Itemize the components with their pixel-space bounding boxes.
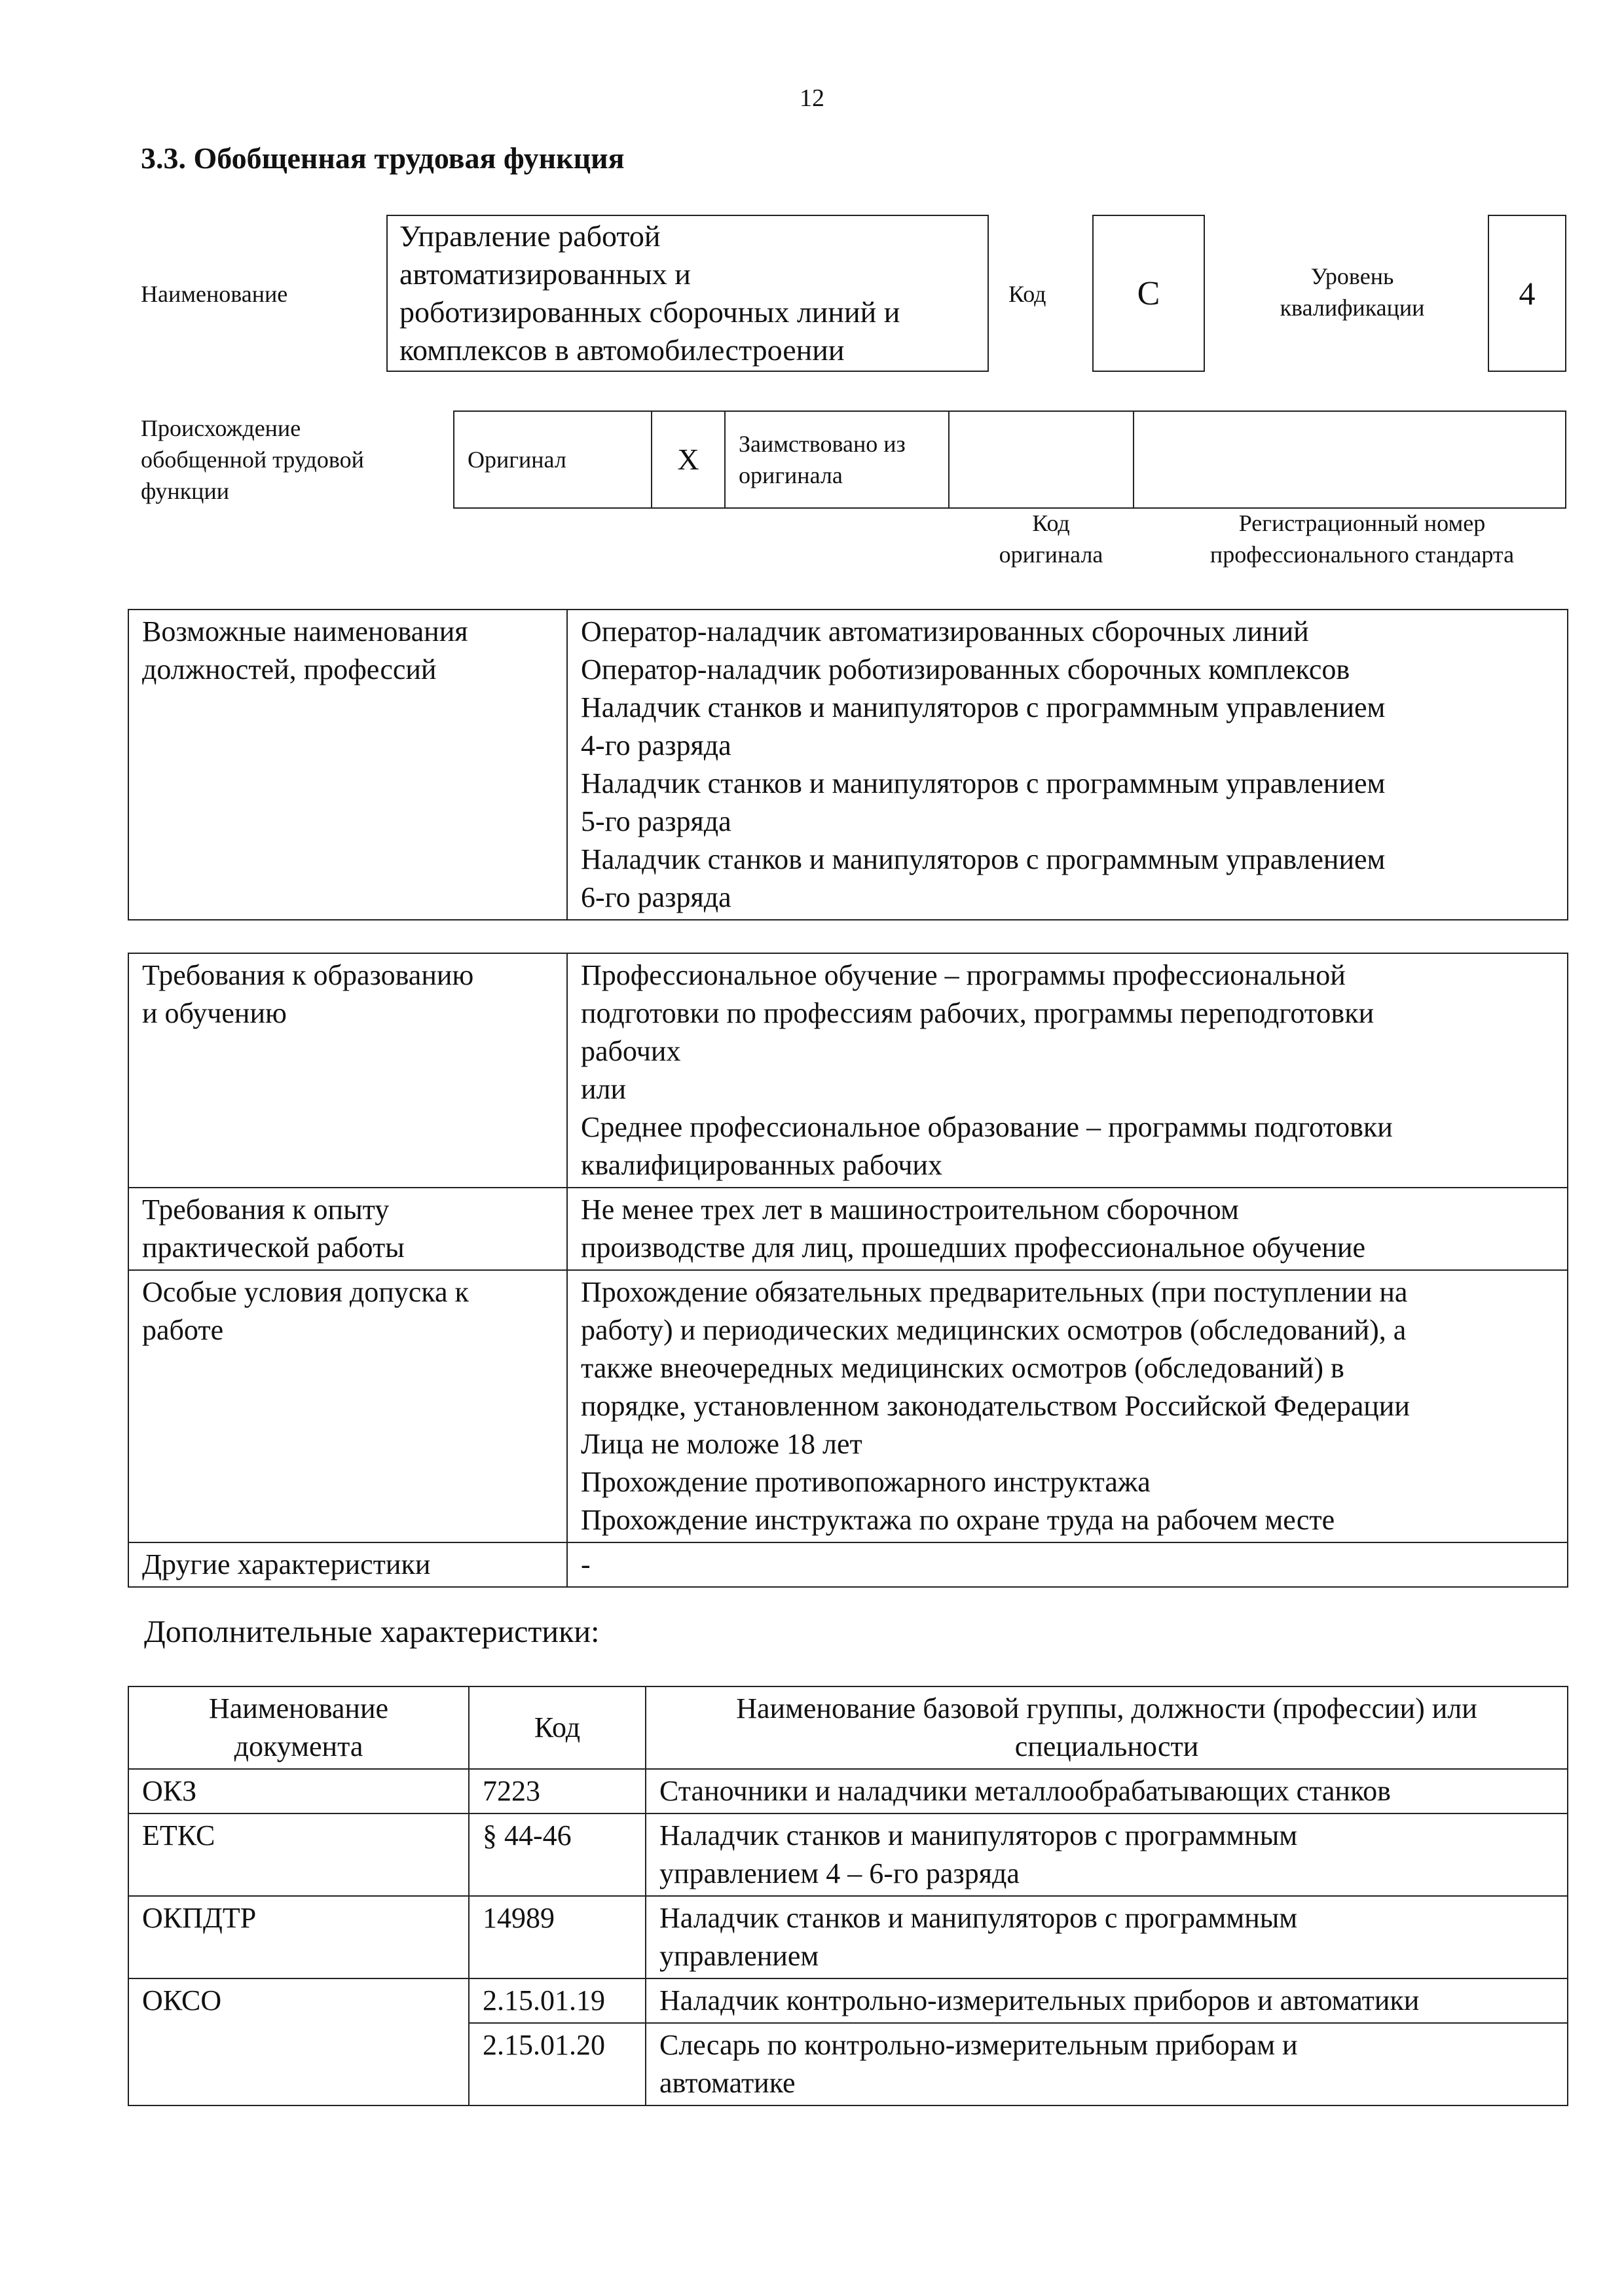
borrowed-label-line: оригинала	[739, 462, 843, 488]
section-title: 3.3. Обобщенная трудовая функция	[141, 141, 625, 175]
row-value-line: Прохождение противопожарного инструктажа	[581, 1466, 1151, 1498]
uroven-label	[1231, 261, 1473, 323]
name-cell	[646, 1769, 1568, 1813]
doc-cell	[128, 1813, 469, 1896]
uroven-value: 4	[1519, 275, 1536, 312]
row-label-line: и обучению	[142, 997, 287, 1029]
header-line: документа	[234, 1730, 363, 1762]
registration-number-cell	[1134, 411, 1566, 508]
code-value: 2.15.01.20	[483, 2029, 605, 2061]
header-name	[646, 1686, 1568, 1769]
function-name-line: комплексов в автомобилестроении	[399, 333, 845, 367]
name-line: управлением	[659, 1940, 819, 1972]
table-header-row	[128, 1686, 1568, 1769]
row-value-line: или	[581, 1073, 627, 1105]
code-original-caption	[969, 507, 1133, 570]
uroven-label-line: Уровень	[1310, 263, 1394, 289]
education-value-cell	[567, 953, 1568, 1188]
header-line: Код	[534, 1711, 581, 1743]
additional-table	[128, 1686, 1568, 2106]
name-line: Слесарь по контрольно-измерительным приборам и	[659, 2029, 1298, 2061]
header-code	[469, 1686, 646, 1769]
function-name-line: автоматизированных и	[399, 257, 691, 291]
origin-label	[141, 412, 364, 507]
code-value: 14989	[483, 1902, 555, 1934]
education-label-cell	[128, 953, 567, 1188]
doc-cell	[128, 1896, 469, 1978]
table-row	[128, 1896, 1568, 1978]
name-cell	[646, 1978, 1568, 2023]
requirements-table	[128, 953, 1568, 1588]
code-cell	[469, 1813, 646, 1896]
original-code-cell	[949, 411, 1134, 508]
row-value-line: также внеочередных медицинских осмотров (обследований) в	[581, 1352, 1344, 1384]
name-cell	[646, 2023, 1568, 2105]
row-value-line: порядке, установленном законодательством Российской Федерации	[581, 1390, 1410, 1422]
table-row	[128, 1769, 1568, 1813]
row-value-line: производстве для лиц, прошедших профессиональное обучение	[581, 1231, 1366, 1264]
admission-value-cell	[567, 1270, 1568, 1542]
caption-line: оригинала	[999, 541, 1103, 568]
name-cell	[646, 1896, 1568, 1978]
original-mark-cell	[652, 411, 725, 508]
origin-label-line: функции	[141, 478, 229, 504]
position-line: 4-го разряда	[581, 729, 731, 761]
caption-line: профессионального стандарта	[1209, 541, 1515, 568]
row-value-line: Прохождение обязательных предварительных (при поступлении на	[581, 1276, 1408, 1308]
row-value-line: рабочих	[581, 1035, 681, 1067]
uroven-value-box	[1488, 215, 1566, 372]
row-label-line: Возможные наименования	[142, 615, 468, 647]
doc-name: ОКСО	[142, 1984, 222, 2016]
naimenovanie-label: Наименование	[141, 281, 288, 307]
name-line: Наладчик станков и манипуляторов с программным	[659, 1902, 1298, 1934]
row-value-line: квалифицированных рабочих	[581, 1149, 942, 1181]
table-row	[128, 610, 1568, 920]
name-cell	[646, 1813, 1568, 1896]
row-value-line: Лица не моложе 18 лет	[581, 1428, 862, 1460]
name-line: управлением 4 – 6-го разряда	[659, 1857, 1020, 1889]
uroven-label-line: квалификации	[1280, 295, 1425, 321]
origin-label-line: Происхождение	[141, 415, 301, 441]
row-label-line: Требования к образованию	[142, 959, 474, 991]
position-line: Наладчик станков и манипуляторов с программным управлением	[581, 691, 1386, 723]
function-name-line: Управление работой	[399, 219, 661, 253]
position-line: 5-го разряда	[581, 805, 731, 837]
table-row	[128, 953, 1568, 1188]
name-line: Станочники и наладчики металлообрабатывающих станков	[659, 1775, 1391, 1807]
position-line: Оператор-наладчик автоматизированных сборочных линий	[581, 615, 1309, 647]
position-line: Оператор-наладчик роботизированных сборочных комплексов	[581, 653, 1350, 685]
positions-value-cell	[567, 610, 1568, 920]
doc-name: ЕТКС	[142, 1819, 215, 1851]
row-value-line: Прохождение инструктажа по охране труда на рабочем месте	[581, 1504, 1335, 1536]
additional-title: Дополнительные характеристики:	[144, 1614, 600, 1649]
row-label-line: должностей, профессий	[142, 653, 437, 685]
experience-value-cell	[567, 1188, 1568, 1270]
other-label-cell	[128, 1542, 567, 1587]
table-row	[128, 1978, 1568, 2023]
code-cell	[469, 2023, 646, 2105]
other-value-cell	[567, 1542, 1568, 1587]
code-cell	[469, 1978, 646, 2023]
position-line: Наладчик станков и манипуляторов с программным управлением	[581, 843, 1386, 875]
row-label-line: Особые условия допуска к	[142, 1276, 469, 1308]
positions-table	[128, 609, 1568, 920]
name-line: автоматике	[659, 2067, 796, 2099]
table-row	[128, 1542, 1568, 1587]
header-line: Наименование	[208, 1692, 389, 1724]
name-line: Наладчик контрольно-измерительных приборов и автоматики	[659, 1984, 1420, 2016]
name-line: Наладчик станков и манипуляторов с программным	[659, 1819, 1298, 1851]
caption-line: Код	[1032, 510, 1070, 536]
row-value-line: Среднее профессиональное образование – программы подготовки	[581, 1111, 1393, 1143]
header-doc	[128, 1686, 469, 1769]
row-label-line: Другие характеристики	[142, 1548, 431, 1580]
borrowed-label-line: Заимствовано из	[739, 431, 906, 457]
code-value: § 44-46	[483, 1819, 572, 1851]
position-line: Наладчик станков и манипуляторов с программным управлением	[581, 767, 1386, 799]
row-value-line: -	[581, 1548, 591, 1580]
code-cell	[469, 1769, 646, 1813]
doc-name: ОКЗ	[142, 1775, 197, 1807]
original-label: Оригинал	[468, 446, 566, 473]
row-label-line: практической работы	[142, 1231, 405, 1264]
kod-label: Код	[1008, 281, 1046, 307]
page-number: 12	[800, 84, 824, 112]
row-label-line: работе	[142, 1314, 224, 1346]
borrowed-cell	[725, 411, 949, 508]
row-value-line: работу) и периодических медицинских осмотров (обследований), а	[581, 1314, 1407, 1346]
code-cell	[469, 1896, 646, 1978]
table-row	[128, 1270, 1568, 1542]
row-value-line: Профессиональное обучение – программы профессиональной	[581, 959, 1346, 991]
function-name-box	[386, 215, 989, 372]
table-row	[128, 1188, 1568, 1270]
origin-label-line: обобщенной трудовой	[141, 446, 364, 473]
origin-table	[453, 410, 1566, 509]
code-value: 2.15.01.19	[483, 1984, 605, 2016]
code-value: 7223	[483, 1775, 540, 1807]
table-row	[128, 1813, 1568, 1896]
doc-name: ОКПДТР	[142, 1902, 257, 1934]
caption-line: Регистрационный номер	[1238, 510, 1486, 536]
doc-cell	[128, 1769, 469, 1813]
positions-label-cell	[128, 610, 567, 920]
header-line: специальности	[1014, 1730, 1199, 1762]
kod-value: С	[1137, 274, 1160, 312]
experience-label-cell	[128, 1188, 567, 1270]
registration-caption	[1153, 507, 1572, 570]
position-line: 6-го разряда	[581, 881, 731, 913]
original-cell	[454, 411, 652, 508]
function-name-line: роботизированных сборочных линий и	[399, 295, 900, 329]
header-line: Наименование базовой группы, должности (профессии) или	[736, 1692, 1477, 1724]
row-value-line: Не менее трех лет в машиностроительном сборочном	[581, 1194, 1239, 1226]
admission-label-cell	[128, 1270, 567, 1542]
row-label-line: Требования к опыту	[142, 1194, 390, 1226]
kod-value-box	[1092, 215, 1205, 372]
doc-cell	[128, 1978, 469, 2105]
row-value-line: подготовки по профессиям рабочих, программы переподготовки	[581, 997, 1375, 1029]
original-mark: Х	[677, 443, 699, 476]
